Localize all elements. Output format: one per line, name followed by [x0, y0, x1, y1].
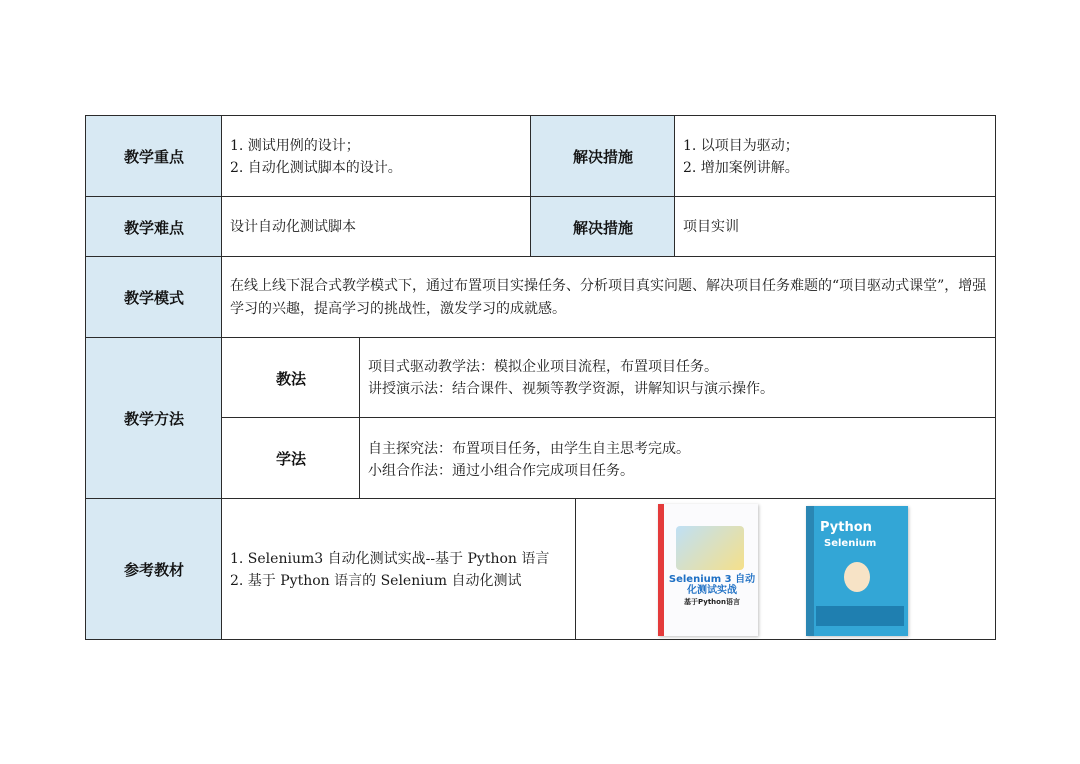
focus-item: 2. 自动化测试脚本的设计。: [230, 159, 402, 176]
measure-item: 1. 以项目为驱动；: [683, 137, 799, 154]
book-cover-python-selenium: [806, 506, 908, 636]
difficulty-measure-value: 项目实训: [683, 219, 739, 235]
textbook-item: 2. 基于 Python 语言的 Selenium 自动化测试: [230, 572, 522, 589]
table-border: [85, 115, 86, 640]
mode-header: 教学模式: [86, 257, 222, 338]
focus-measures: [675, 116, 995, 197]
difficulty-value: 设计自动化测试脚本: [230, 219, 356, 235]
mode-text: [222, 257, 995, 338]
difficulty-measures-header: 解决措施: [531, 197, 675, 257]
book-band: [816, 606, 904, 626]
difficulty-header: 教学难点: [86, 197, 222, 257]
learning-line: 自主探究法：布置项目任务，由学生自主思考完成。: [368, 441, 690, 457]
book-subtitle: 基于Python语言: [684, 598, 740, 606]
table-border: [222, 417, 996, 418]
table-border: [530, 115, 531, 257]
mode-value: 在线上线下混合式教学模式下，通过布置项目实操任务、分析项目真实问题、解决项目任务难题的“项目驱动式课堂”，增强学习的兴趣，提高学习的挑战性，激发学习的成就感。: [230, 277, 987, 317]
table-border: [995, 115, 996, 640]
teaching-lines: [360, 338, 995, 418]
book-subtitle: Selenium: [824, 538, 877, 549]
table-border: [575, 498, 576, 640]
book-title: Selenium 3 自动化测试实战: [668, 574, 756, 596]
book-spine: [806, 506, 814, 636]
textbook-item: 1. Selenium3 自动化测试实战--基于 Python 语言: [230, 550, 550, 567]
table-border: [359, 337, 360, 499]
teaching-label: 教法: [275, 369, 306, 388]
table-border: [221, 115, 222, 640]
measure-item: 2. 增加案例讲解。: [683, 159, 799, 176]
method-header: 教学方法: [86, 338, 222, 499]
book-illustration: [676, 526, 744, 570]
focus-item: 1. 测试用例的设计；: [230, 137, 360, 154]
difficulty-measures: [675, 197, 995, 257]
learning-line: 小组合作法：通过小组合作完成项目任务。: [368, 463, 634, 479]
textbook-header: 参考教材: [86, 499, 222, 640]
table-border: [674, 115, 675, 257]
book-cover-selenium3: [658, 504, 758, 636]
teaching-line: 项目式驱动教学法：模拟企业项目流程，布置项目任务。: [368, 359, 718, 375]
focus-header: 教学重点: [86, 116, 222, 197]
focus-measures-header: 解决措施: [531, 116, 675, 197]
focus-items: [222, 116, 531, 197]
book-spine: [658, 504, 664, 636]
textbook-items: [222, 499, 575, 640]
book-title: Python: [820, 520, 872, 535]
learning-lines: [360, 418, 995, 499]
teaching-line: 讲授演示法：结合课件、视频等教学资源，讲解知识与演示操作。: [368, 381, 774, 397]
difficulty-text: [222, 197, 531, 257]
cartoon-face-icon: [844, 562, 870, 592]
learning-label: 学法: [275, 450, 306, 468]
